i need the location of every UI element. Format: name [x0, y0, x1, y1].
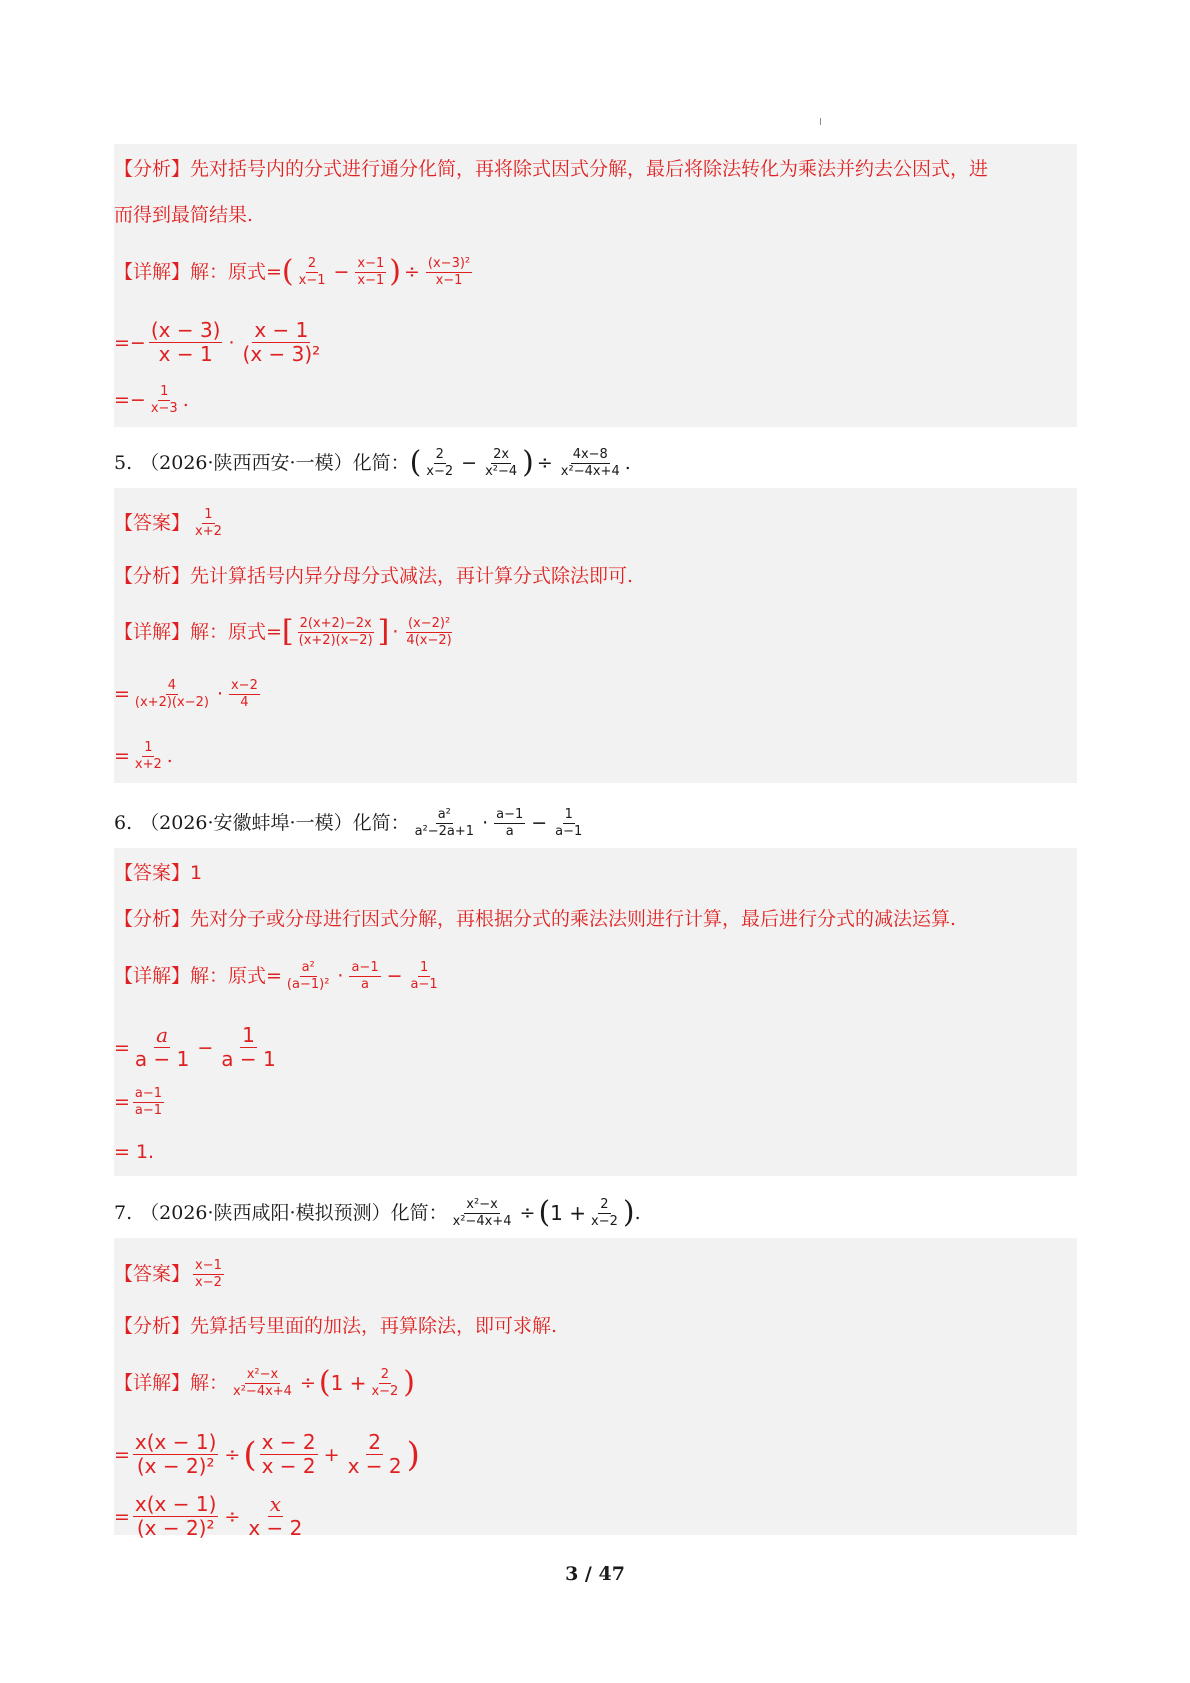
- problem-source: （2026·陕西西安·一模）化简：: [140, 452, 410, 475]
- fraction: $\frac{1}{x+2}$: [134, 740, 162, 772]
- fraction: $\frac{1}{a-1}$: [410, 960, 438, 992]
- analysis-6: 【分析】先对分子或分母进行因式分解，再根据分式的乘法法则进行计算，最后进行分式的减法运算.: [114, 908, 957, 930]
- step-4-2: =− $\frac{(x - 3)}{x - 1}$ · $\frac{x - 1}{\text{(x − 3)²}}$: [114, 318, 321, 366]
- detail-label: 【详解】解：原式=: [114, 261, 282, 284]
- fraction: $\frac{1}{a - 1}$: [221, 1023, 276, 1071]
- step-5-2: = $\frac{4}{(x+2)(x-2)}$ · $\frac{x-2}{4}$: [114, 678, 258, 710]
- answer-5: 【答案】 $\frac{1}{x+2}$: [114, 507, 222, 539]
- problem-6: 6. （2026·安徽蚌埠·一模）化简： $\frac{\text{a²}}{\text{a²−2a+1}}$ · $\frac{a-1}{a}$ − $\frac{1}{a-1}$: [114, 807, 583, 839]
- step-7-2: = $\frac{x(x - 1)}{\text{(x − 2)²}}$ ÷ ( $\frac{x - 2}{x - 2}$ + $\frac{2}{x - 2}$ ): [114, 1430, 420, 1478]
- fraction: $\frac{\text{(x−3)²}}{x-1}$: [427, 256, 471, 288]
- analysis-7: 【分析】先算括号里面的加法，再算除法，即可求解.: [114, 1315, 558, 1337]
- fraction: $\frac{x - 1}{\text{(x − 3)²}}$: [242, 318, 321, 366]
- header-tick-mark: [820, 118, 821, 125]
- fraction: $\frac{a-1}{a}$: [351, 960, 379, 992]
- detail-5: 【详解】解：原式= [ $\frac{2(x+2)-2x}{(x+2)(x-2)}$ ] · $\frac{\text{(x−2)²}}{4(x-2)}$: [114, 614, 452, 650]
- step-6-4: = 1.: [114, 1141, 155, 1163]
- fraction: $\frac{\text{a²}}{\text{(a−1)²}}$: [286, 960, 330, 992]
- fraction: $\frac{a-1}{a}$: [496, 807, 524, 839]
- problem-source: （2026·安徽蚌埠·一模）化简：: [140, 812, 410, 835]
- problem-number: 5.: [114, 452, 133, 475]
- fraction: $\frac{1}{a-1}$: [555, 807, 583, 839]
- fraction: $\frac{1}{x+2}$: [195, 507, 222, 539]
- fraction: $\frac{\text{a²}}{\text{a²−2a+1}}$: [414, 807, 475, 839]
- detail-4: 【详解】解：原式= ( $\frac{2}{x-1}$ − $\frac{x-1}{x-1}$ ) ÷ $\frac{\text{(x−3)²}}{x-1}$: [114, 254, 471, 290]
- analysis-4-line1: 【分析】先对括号内的分式进行通分化简，再将除式因式分解，最后将除法转化为乘法并约去公因式，进: [114, 158, 989, 180]
- step-6-2: = $\frac{a}{a - 1}$ − $\frac{1}{a - 1}$: [114, 1023, 276, 1071]
- answer-6: 【答案】 1: [114, 862, 203, 884]
- page-number: 3 / 47: [565, 1563, 625, 1585]
- fraction: $\frac{\text{x²−x}}{\text{x²−4x+4}}$: [452, 1197, 512, 1229]
- problem-7: 7. （2026·陕西咸阳·模拟预测）化简： $\frac{\text{x²−x}}{\text{x²−4x+4}}$ ÷ ( 1 + $\frac{2}{x-2}$ ) .: [114, 1195, 641, 1231]
- fraction: $\frac{x(x - 1)}{\text{(x − 2)²}}$: [134, 1430, 217, 1478]
- fraction: $\frac{2}{x-2}$: [591, 1197, 618, 1229]
- fraction: $\frac{4x-8}{\text{x²−4x+4}}$: [560, 447, 620, 479]
- solution-panel-6: [114, 848, 1077, 1176]
- fraction: $\frac{x}{x - 2}$: [248, 1492, 303, 1540]
- fraction: $\frac{x - 2}{x - 2}$: [261, 1430, 316, 1478]
- step-4-3: =− $\frac{1}{x-3}$ .: [114, 384, 189, 416]
- fraction: $\frac{2x}{\text{x²−4}}$: [485, 447, 518, 479]
- answer-7: 【答案】 $\frac{x-1}{x-2}$: [114, 1258, 222, 1290]
- fraction: $\frac{a}{a - 1}$: [134, 1023, 190, 1071]
- problem-source: （2026·陕西咸阳·模拟预测）化简：: [140, 1202, 448, 1225]
- analysis-4-line2: 而得到最简结果.: [114, 204, 254, 226]
- step-5-3: = $\frac{1}{x+2}$ .: [114, 740, 173, 772]
- detail-7: 【详解】解： $\frac{\text{x²−x}}{\text{x²−4x+4}}$ ÷ ( 1 + $\frac{2}{x-2}$ ): [114, 1365, 416, 1401]
- fraction: $\frac{a-1}{a-1}$: [134, 1086, 163, 1118]
- fraction: $\frac{x(x - 1)}{\text{(x − 2)²}}$: [134, 1492, 217, 1540]
- fraction: $\frac{x-1}{x-1}$: [357, 256, 385, 288]
- analysis-5: 【分析】先计算括号内异分母分式减法，再计算分式除法即可.: [114, 565, 634, 587]
- fraction: $\frac{\text{x²−x}}{\text{x²−4x+4}}$: [233, 1367, 292, 1399]
- fraction: $\frac{\text{(x−2)²}}{4(x-2)}$: [406, 616, 452, 648]
- step-6-3: = $\frac{a-1}{a-1}$: [114, 1086, 163, 1118]
- fraction: $\frac{x-1}{x-2}$: [195, 1258, 222, 1290]
- fraction: $\frac{4}{(x+2)(x-2)}$: [134, 678, 209, 710]
- fraction: $\frac{2}{x-2}$: [371, 1367, 399, 1399]
- problem-number: 7.: [114, 1202, 133, 1225]
- fraction: $\frac{1}{x-3}$: [150, 384, 178, 416]
- problem-5: 5. （2026·陕西西安·一模）化简： ( $\frac{2}{x-2}$ − $\frac{2x}{\text{x²−4}}$ ) ÷ $\frac{4x-8}{\text{x²−4x+4}}$ .: [114, 445, 631, 481]
- problem-number: 6.: [114, 812, 133, 835]
- fraction: $\frac{2}{x - 2}$: [347, 1430, 402, 1478]
- fraction: $\frac{2(x+2)-2x}{(x+2)(x-2)}$: [298, 616, 373, 648]
- fraction: $\frac{2}{x-2}$: [426, 447, 454, 479]
- fraction: $\frac{(x - 3)}{x - 1}$: [150, 318, 221, 366]
- step-7-3: = $\frac{x(x - 1)}{\text{(x − 2)²}}$ ÷ $\frac{x}{x - 2}$: [114, 1492, 303, 1540]
- fraction: $\frac{x-2}{4}$: [230, 678, 258, 710]
- fraction: $\frac{2}{x-1}$: [298, 256, 326, 288]
- detail-6: 【详解】解：原式= $\frac{\text{a²}}{\text{(a−1)²}}$ · $\frac{a-1}{a}$ − $\frac{1}{a-1}$: [114, 960, 438, 992]
